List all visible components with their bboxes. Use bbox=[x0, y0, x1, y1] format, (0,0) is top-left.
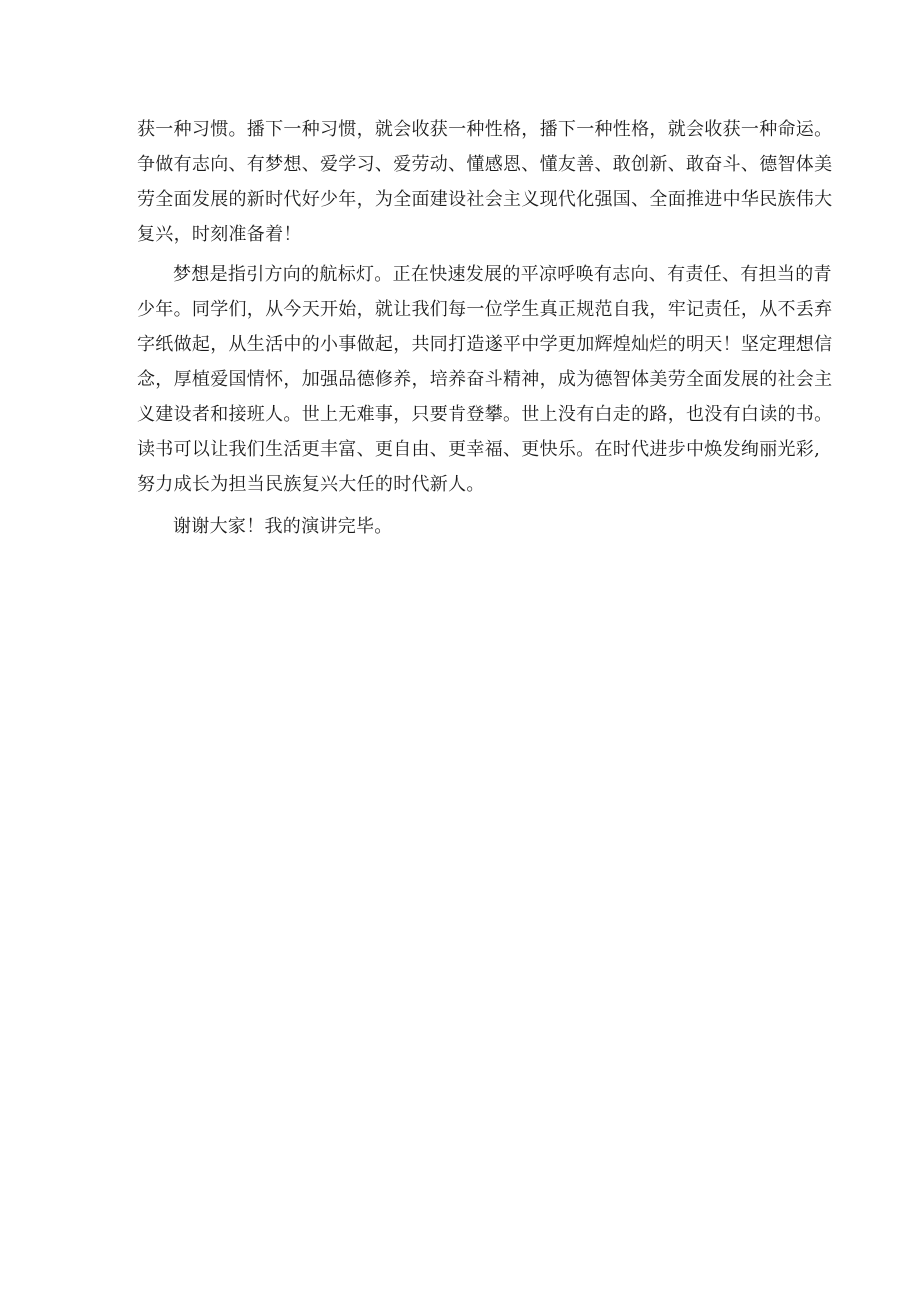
closing-line: 谢谢大家！我的演讲完毕。 bbox=[173, 516, 393, 537]
text-line: 义建设者和接班人。世上无难事，只要肯登攀。世上没有白走的路，也没有白读的书。 bbox=[137, 404, 833, 425]
text-line: 争做有志向、有梦想、爱学习、爱劳动、懂感恩、懂友善、敢创新、敢奋斗、德智体美 bbox=[137, 154, 833, 175]
text-line: 获一种习惯。播下一种习惯，就会收获一种性格，播下一种性格，就会收获一种命运。 bbox=[137, 119, 833, 140]
text-line: 努力成长为担当民族复兴大任的时代新人。 bbox=[137, 474, 485, 495]
text-line: 梦想是指引方向的航标灯。正在快速发展的平凉呼唤有志向、有责任、有担当的青 bbox=[173, 264, 832, 285]
text-line: 念，厚植爱国情怀，加强品德修养，培养奋斗精神，成为德智体美劳全面发展的社会主 bbox=[137, 369, 833, 390]
text-line: 少年。同学们，从今天开始，就让我们每一位学生真正规范自我，牢记责任，从不丢弃 bbox=[137, 299, 833, 320]
text-line: 读书可以让我们生活更丰富、更自由、更幸福、更快乐。在时代进步中焕发绚丽光彩, bbox=[137, 439, 821, 460]
text-line: 字纸做起，从生活中的小事做起，共同打造遂平中学更加辉煌灿烂的明天！坚定理想信 bbox=[137, 334, 833, 355]
text-line: 劳全面发展的新时代好少年，为全面建设社会主义现代化强国、全面推进中华民族伟大 bbox=[137, 189, 833, 210]
text-line: 复兴，时刻准备着！ bbox=[137, 224, 302, 245]
